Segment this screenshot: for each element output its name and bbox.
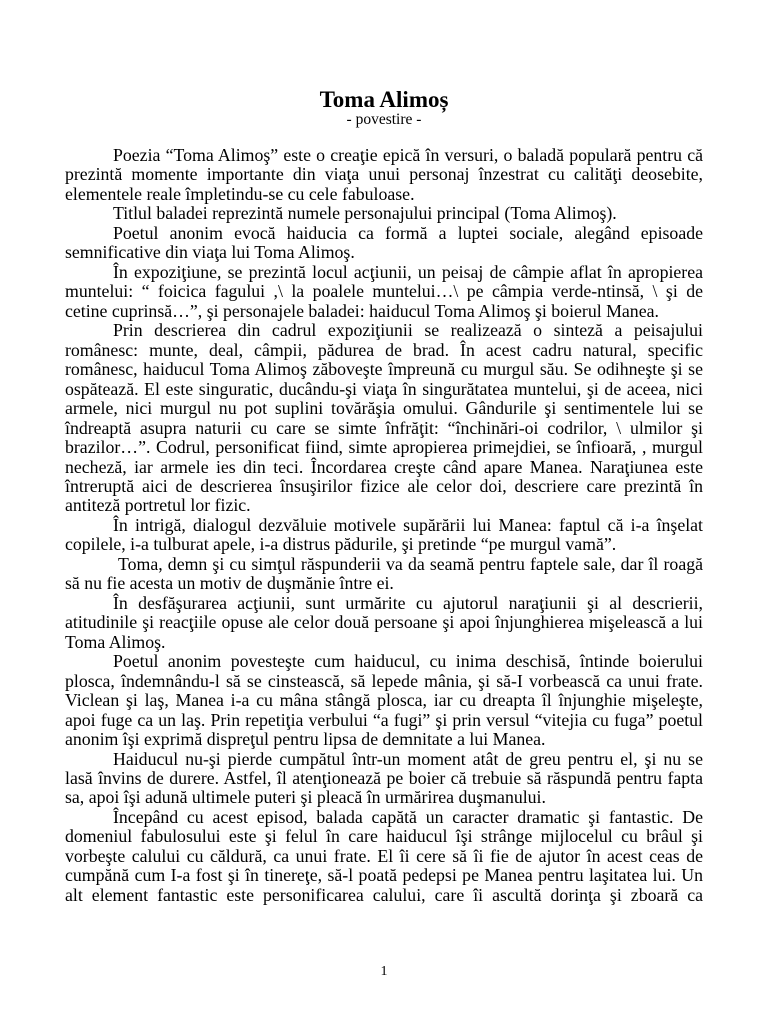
paragraph-line: cumpănă cum I-a fost şi în tinereţe, să-l poată pedepsi pe Manea pentru laşitatea lui. Un <box>65 865 703 886</box>
paragraph <box>65 224 703 263</box>
paragraph-line: alt element fantastic este personificarea calului, care îi ascultă dorinţa şi zboară ca <box>65 884 703 905</box>
paragraph <box>65 652 703 749</box>
paragraph-line: necheză, iar armele ies din teci. Încordarea creşte când apare Manea. Naraţiunea este <box>65 456 703 477</box>
paragraph-line: prezintă momente importante din viaţa unui personaj înzestrat cu calităţi deosebite, <box>65 164 703 185</box>
paragraph-line: domeniul fabulosului este şi felul în care haiducul îşi strânge mijlocelul cu brâul şi <box>65 826 703 847</box>
paragraph-line: În expoziţiune, se prezintă locul acţiunii, un peisaj de câmpie aflat în apropierea <box>113 261 703 282</box>
paragraph-line: lasă învins de durere. Astfel, îl atenţionează pe boier că trebuie să răspundă pentru fapta <box>65 768 703 788</box>
paragraph <box>65 516 703 555</box>
page-number: 1 <box>380 964 388 979</box>
paragraph-line: Haiducul nu-şi pierde cumpătul într-un moment atât de greu pentru el, şi nu se <box>113 748 703 769</box>
paragraph-line: Poezia “Toma Alimoş” este o creaţie epică în versuri, o baladă populară pentru că <box>113 145 703 165</box>
paragraph-line: În intrigă, dialogul dezvăluie motivele supărării lui Manea: faptul că i-a înşelat <box>113 514 703 535</box>
paragraph-line: îndreaptă asupra naturii cu care se simte înfrăţit: “închinări-oi codrilor, \ ulmilor şi <box>65 417 703 438</box>
document-body <box>65 146 703 905</box>
paragraph-line: muntelui: “ foicica fagului ,\ la poalele muntelui…\ pe câmpia verde-ntinsă, \ şi de <box>65 281 703 302</box>
document-title: Toma Alimoș <box>319 87 449 112</box>
paragraph-line: Prin descrierea din cadrul expoziţiunii se realizează o sinteză a peisajului <box>113 320 703 341</box>
paragraph-line: semnificative din viaţa lui Toma Alimoş. <box>65 242 355 263</box>
paragraph <box>65 263 703 321</box>
paragraph-line: românesc, haiducul Toma Alimoş zăboveşte împreună cu murgul său. Se odihneşte şi se <box>65 359 703 380</box>
paragraph <box>65 750 703 808</box>
paragraph-line: Viclean şi laş, Manea i-a cu mâna stângă plosca, iar cu dreapta îl înjunghie mişeleşte, <box>65 690 703 711</box>
paragraph-line: În desfăşurarea acţiunii, sunt urmărite cu ajutorul naraţiunii şi al descrierii, <box>113 592 703 613</box>
paragraph-line: Poetul anonim povesteşte cum haiducul, cu inima deschisă, întinde boierului <box>113 651 703 672</box>
paragraph <box>65 594 703 652</box>
paragraph-line: să nu fie acesta un motiv de duşmănie între ei. <box>65 573 394 594</box>
paragraph-line: întreruptă aici de descrierea însuşirilor fizice ale celor doi, descriere care prezintă în <box>65 475 703 496</box>
paragraph-line: Toma, demn şi cu simţul răspunderii va da seamă pentru faptele sale, dar îl roagă <box>118 553 703 574</box>
paragraph-line: ospătează. El este singuratic, ducându-şi viaţa în singurătatea muntelui, şi de aceea, nici <box>65 378 703 399</box>
paragraph-line: Poetul anonim evocă haiducia ca formă a luptei sociale, alegând episoade <box>113 222 703 243</box>
paragraph-line: anonim îşi exprimă dispreţul pentru lipsa de demnitate a lui Manea. <box>65 729 546 750</box>
paragraph <box>65 204 703 223</box>
paragraph <box>65 321 703 516</box>
paragraph-line: elementele reale împletindu-se cu cele fabuloase. <box>65 183 415 204</box>
paragraph-line: Titlul baladei reprezintă numele personajului principal (Toma Alimoş). <box>113 203 617 224</box>
document-subtitle: - povestire - <box>346 111 422 128</box>
paragraph-line: brazilor…”. Codrul, personificat fiind, simte apropierea primejdiei, se înfioară, , murgul <box>65 437 703 458</box>
paragraph-line: sa, apoi îşi adună ultimele puteri şi pleacă în urmărirea duşmanului. <box>65 787 546 808</box>
paragraph-line: plosca, îndemnându-l să se cinstească, să lepede mânia, şi să-I vorbească ca unui frate. <box>65 670 703 691</box>
paragraph-line: Toma Alimoş. <box>65 631 166 652</box>
paragraph-line: cetine cuprinsă…”, şi personajele baladei: haiducul Toma Alimoş şi boierul Manea. <box>65 300 659 321</box>
paragraph-line: copilele, i-a tulburat apele, i-a distrus pădurile, şi pretinde “pe murgul vamă”. <box>65 534 617 555</box>
paragraph <box>65 808 703 905</box>
paragraph-line: Începând cu acest episod, balada capătă un caracter dramatic şi fantastic. De <box>113 806 703 827</box>
paragraph <box>65 146 703 204</box>
paragraph <box>65 555 703 594</box>
paragraph-line: armele, nici murgul nu pot suplini tovărăşia omului. Gândurile şi sentimentele lui se <box>65 398 703 419</box>
paragraph-line: românesc: munte, deal, câmpii, pădurea de brad. În acest cadru natural, specific <box>65 339 703 360</box>
paragraph-line: vorbeşte calului cu căldură, ca unui frate. El îi cere să îi fie de ajutor în acest ceas de <box>65 845 703 866</box>
paragraph-line: atitudinile şi reacţiile opuse ale celor două persoane şi apoi înjunghierea mişelească a lui <box>65 612 703 633</box>
paragraph-line: antiteză portretul lor fizic. <box>65 495 251 516</box>
paragraph-line: apoi fuge ca un laş. Prin repetiţia verbului “a fugi” şi prin versul “vitejia cu fuga” poetul <box>65 709 703 730</box>
